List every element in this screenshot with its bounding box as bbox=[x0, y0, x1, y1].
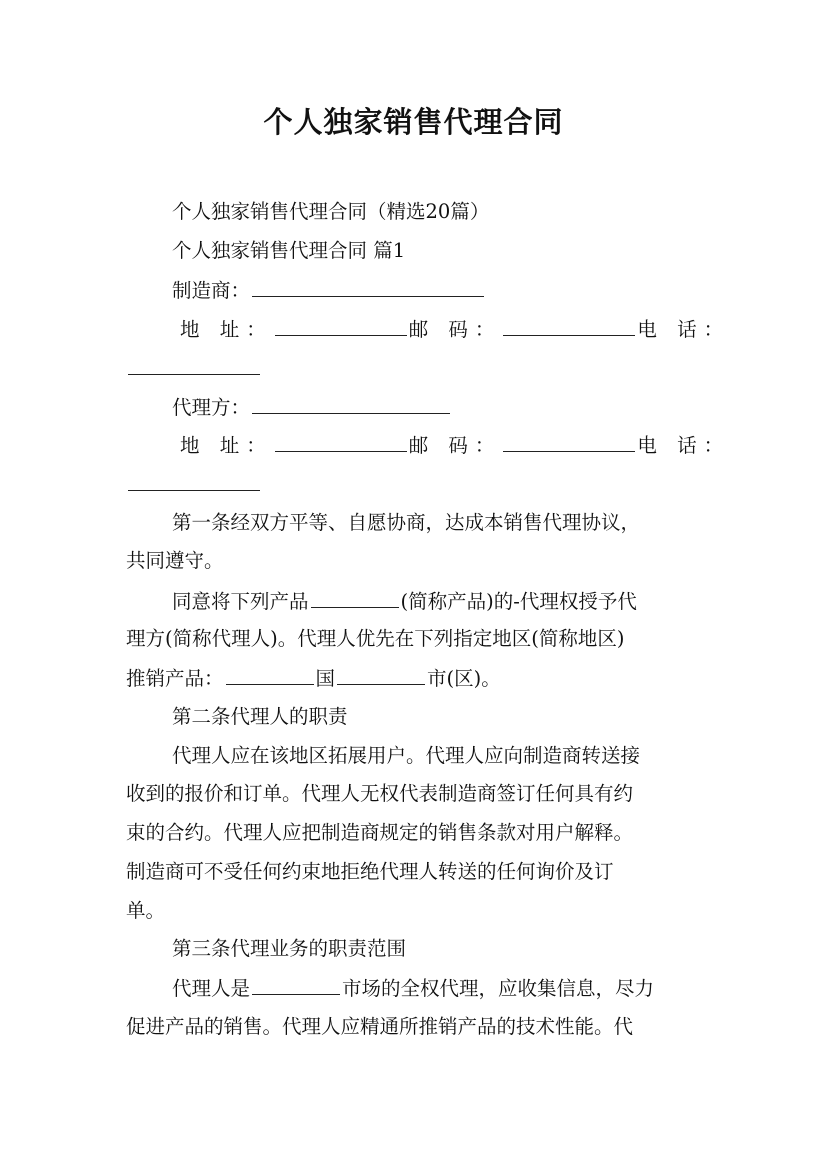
phone-blank bbox=[128, 356, 260, 375]
paragraph-2-text-c: 推销产品： bbox=[126, 667, 224, 690]
address-blank bbox=[275, 317, 407, 336]
postcode-label: 邮 码： bbox=[408, 434, 502, 457]
agent-phone-line bbox=[126, 472, 706, 497]
article-1-line-1: 第一条经双方平等、自愿协商，达成本销售代理协议， bbox=[172, 511, 641, 534]
paragraph-2-line-1 bbox=[172, 589, 706, 614]
paragraph-2-line-2: 理方(简称代理人)。代理人优先在下列指定地区(简称地区) bbox=[126, 627, 625, 650]
document-title: 个人独家销售代理合同 bbox=[263, 105, 564, 139]
postcode-label: 邮 码： bbox=[408, 318, 502, 341]
postcode-blank bbox=[503, 317, 635, 336]
phone-label: 电 话： bbox=[637, 434, 731, 457]
phone-blank bbox=[128, 472, 260, 491]
paragraph-2-text-b: (简称产品)的-代理权授予代 bbox=[400, 590, 637, 613]
paragraph-2-text-e: 市(区)。 bbox=[427, 667, 501, 690]
postcode-blank bbox=[503, 433, 635, 452]
agent-address-line bbox=[180, 433, 760, 458]
article-2-line-3: 束的合约。代理人应把制造商规定的销售条款对用户解释。 bbox=[126, 821, 634, 844]
address-blank bbox=[275, 433, 407, 452]
article-3-text-b: 市场的全权代理，应收集信息，尽力 bbox=[342, 977, 655, 1000]
article-3-text-a: 代理人是 bbox=[172, 977, 251, 1000]
agent-blank bbox=[252, 395, 450, 414]
agent-line bbox=[172, 395, 752, 420]
manufacturer-line bbox=[172, 278, 752, 303]
agent-label: 代理方： bbox=[172, 396, 251, 419]
manufacturer-phone-line bbox=[126, 356, 706, 381]
article-2-title: 第二条代理人的职责 bbox=[172, 705, 348, 728]
article-2-line-4: 制造商可不受任何约束地拒绝代理人转送的任何询价及订 bbox=[126, 860, 614, 883]
market-blank bbox=[252, 976, 340, 995]
subtitle: 个人独家销售代理合同（精选20篇） bbox=[172, 200, 490, 223]
phone-label: 电 话： bbox=[637, 318, 731, 341]
article-3-line-2: 促进产品的销售。代理人应精通所推销产品的技术性能。代 bbox=[126, 1015, 634, 1038]
manufacturer-label: 制造商： bbox=[172, 279, 251, 302]
address-label: 地 址： bbox=[180, 434, 273, 457]
city-blank bbox=[337, 666, 425, 685]
paragraph-2-line-3 bbox=[126, 666, 706, 691]
country-blank bbox=[226, 666, 314, 685]
address-label: 地 址： bbox=[180, 318, 273, 341]
manufacturer-address-line bbox=[180, 317, 760, 342]
article-2-line-1: 代理人应在该地区拓展用户。代理人应向制造商转送接 bbox=[172, 744, 641, 767]
article-2-line-2: 收到的报价和订单。代理人无权代表制造商签订任何具有约 bbox=[126, 782, 634, 805]
article-2-line-5: 单。 bbox=[126, 899, 166, 922]
paragraph-2-text-d: 国 bbox=[315, 667, 336, 690]
paragraph-2-text-a: 同意将下列产品 bbox=[172, 590, 309, 613]
product-blank bbox=[311, 589, 399, 608]
manufacturer-blank bbox=[252, 278, 484, 297]
article-3-line-1 bbox=[172, 976, 752, 1001]
article-1-line-2: 共同遵守。 bbox=[126, 549, 224, 572]
article-3-title: 第三条代理业务的职责范围 bbox=[172, 937, 407, 960]
piece-heading: 个人独家销售代理合同 篇1 bbox=[172, 239, 406, 262]
